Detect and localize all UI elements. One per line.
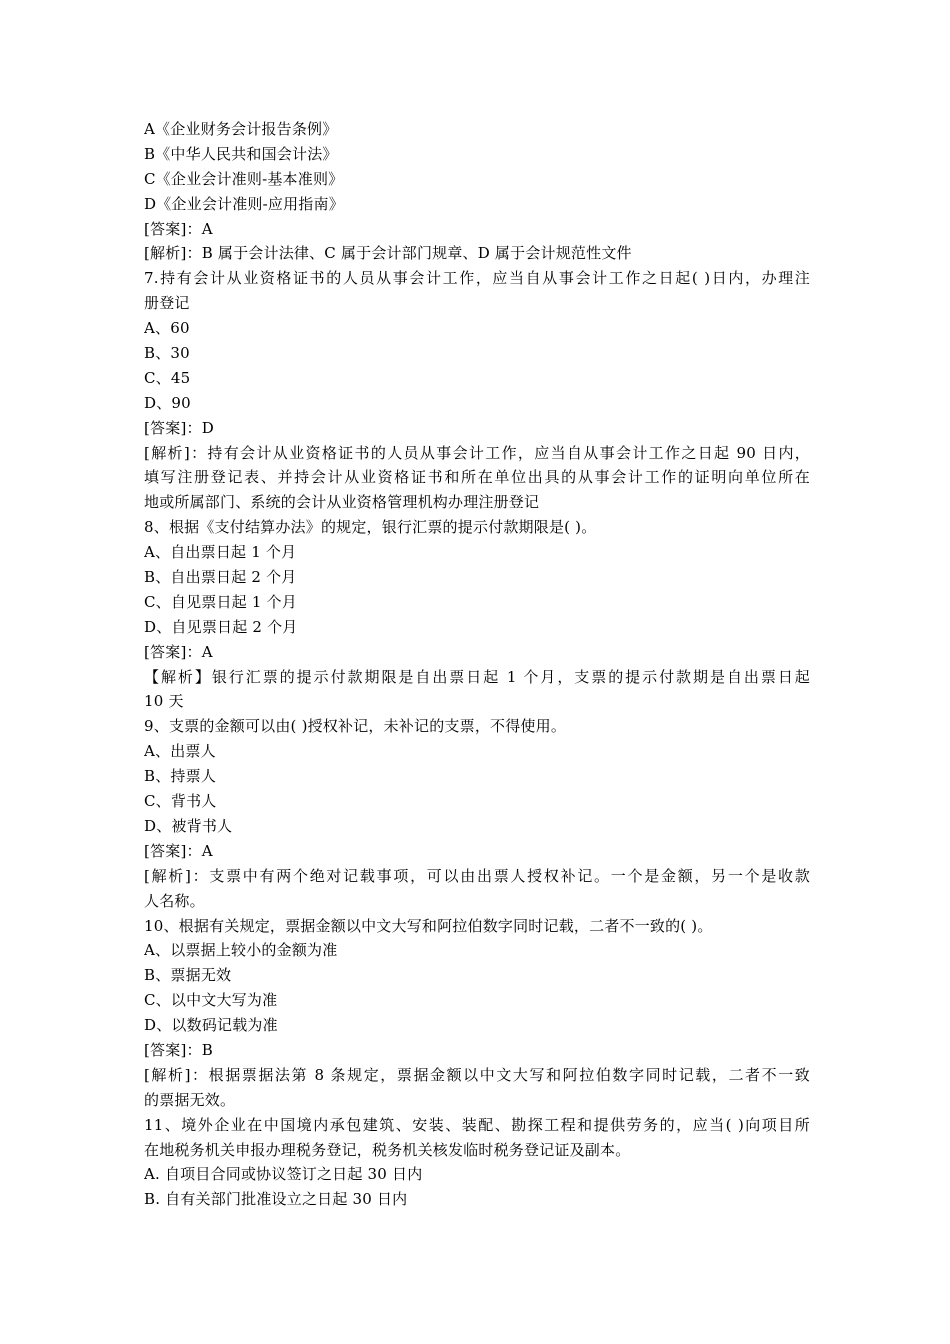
text-line: B、票据无效 bbox=[144, 966, 232, 985]
text-line: 8、根据《支付结算办法》的规定，银行汇票的提示付款期限是( )。 bbox=[144, 518, 597, 537]
text-line: C、背书人 bbox=[144, 792, 217, 811]
text-line: C、自见票日起 1 个月 bbox=[144, 592, 297, 611]
text-line: [答案]：B bbox=[144, 1040, 213, 1059]
text-line: [答案]：A bbox=[144, 219, 213, 238]
text-line: [答案]：A bbox=[144, 642, 213, 661]
text-line: C、45 bbox=[144, 368, 191, 387]
text-line: B、30 bbox=[144, 344, 190, 363]
text-line: [答案]：A bbox=[144, 841, 213, 860]
text-line: A. 自项目合同或协议签订之日起 30 日内 bbox=[144, 1165, 423, 1184]
text-line: [解析]：支票中有两个绝对记载事项，可以由出票人授权补记。一个是金额，另一个是收款 bbox=[144, 866, 810, 885]
text-line: D、以数码记载为准 bbox=[144, 1016, 278, 1035]
text-line: D、90 bbox=[144, 393, 191, 412]
text-line: [答案]：D bbox=[144, 418, 214, 437]
text-line: 册登记 bbox=[144, 294, 190, 313]
text-line: 【解析】银行汇票的提示付款期限是自出票日起 1 个月，支票的提示付款期是自出票日起 bbox=[144, 667, 810, 686]
text-line: A、自出票日起 1 个月 bbox=[144, 543, 297, 562]
text-line: A、以票据上较小的金额为准 bbox=[144, 941, 338, 960]
text-line: D、自见票日起 2 个月 bbox=[144, 617, 298, 636]
text-line: [解析]：持有会计从业资格证书的人员从事会计工作，应当自从事会计工作之日起 90 日内， bbox=[144, 443, 810, 462]
text-line: B《中华人民共和国会计法》 bbox=[144, 144, 338, 163]
text-line: 11、境外企业在中国境内承包建筑、安装、装配、勘探工程和提供劳务的，应当( )向项目所 bbox=[144, 1115, 810, 1134]
text-line: C《企业会计准则-基本准则》 bbox=[144, 169, 344, 188]
text-line: C、以中文大写为准 bbox=[144, 991, 278, 1010]
text-line: [解析]：B 属于会计法律、C 属于会计部门规章、D 属于会计规范性文件 bbox=[144, 244, 632, 263]
text-line: 的票据无效。 bbox=[144, 1090, 236, 1109]
text-line: 7.持有会计从业资格证书的人员从事会计工作，应当自从事会计工作之日起( )日内，办理注 bbox=[144, 269, 810, 288]
document-body bbox=[144, 117, 810, 1212]
text-line: A、出票人 bbox=[144, 742, 216, 761]
text-line: 人名称。 bbox=[144, 891, 205, 910]
text-line: A《企业财务会计报告条例》 bbox=[144, 120, 338, 138]
text-line: [解析]：根据票据法第 8 条规定，票据金额以中文大写和阿拉伯数字同时记载，二者不一致 bbox=[144, 1065, 810, 1084]
text-line: D、被背书人 bbox=[144, 816, 233, 835]
text-line: 地或所属部门、系统的会计从业资格管理机构办理注册登记 bbox=[144, 493, 540, 512]
text-line: D《企业会计准则-应用指南》 bbox=[144, 194, 344, 213]
text-line: 9、支票的金额可以由( )授权补记，未补记的支票，不得使用。 bbox=[144, 717, 567, 736]
text-line: 填写注册登记表、并持会计从业资格证书和所在单位出具的从事会计工作的证明向单位所在 bbox=[144, 468, 810, 487]
text-line: 10、根据有关规定，票据金额以中文大写和阿拉伯数字同时记载，二者不一致的( )。 bbox=[144, 916, 713, 935]
text-line: B. 自有关部门批准设立之日起 30 日内 bbox=[144, 1190, 408, 1209]
text-line: B、持票人 bbox=[144, 767, 217, 786]
text-line: A、60 bbox=[144, 319, 190, 338]
text-line: B、自出票日起 2 个月 bbox=[144, 568, 297, 587]
text-line: 在地税务机关申报办理税务登记，税务机关核发临时税务登记证及副本。 bbox=[144, 1140, 631, 1159]
text-line: 10 天 bbox=[144, 692, 184, 711]
